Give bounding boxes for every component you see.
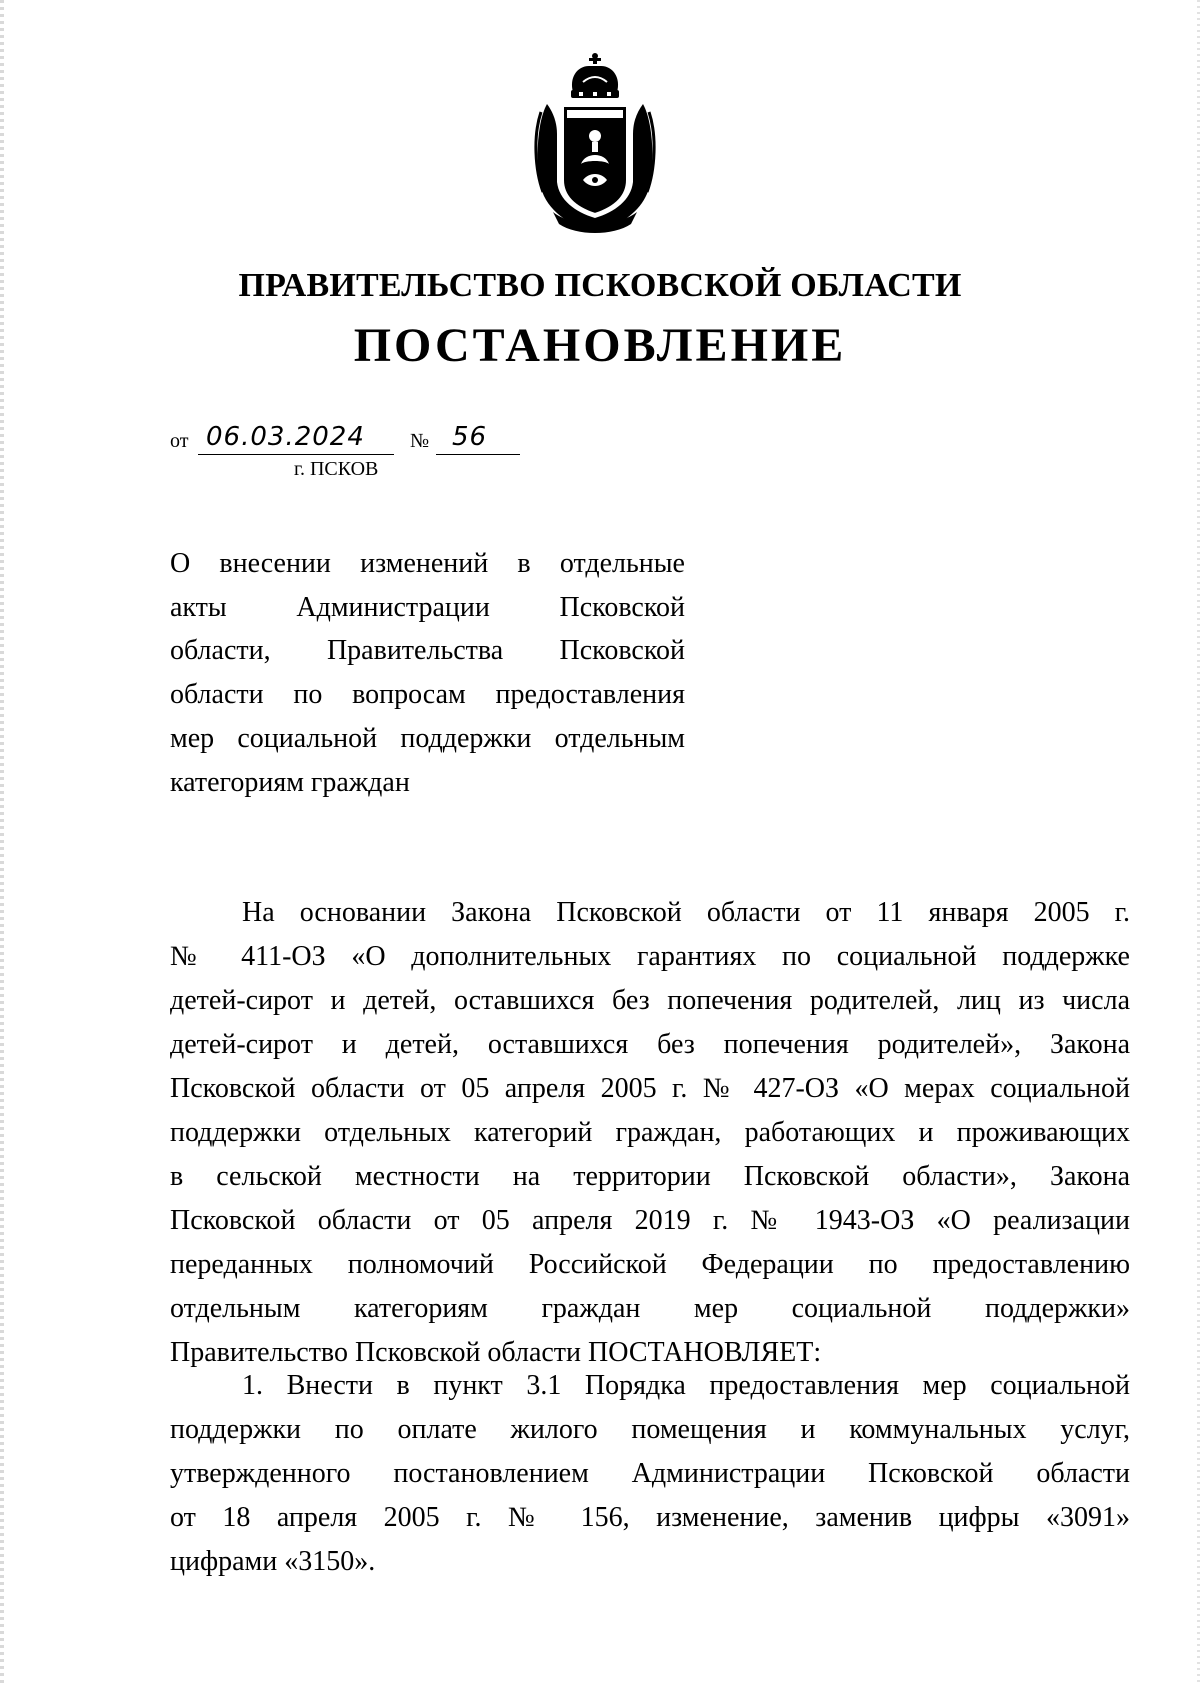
preamble-line: Правительство Псковской области ПОСТАНОВЛЯЕТ:: [170, 1337, 822, 1368]
preamble-line: в сельской местности на территории Псковской области», Закона: [170, 1161, 1130, 1192]
preamble-line: Псковской области от 05 апреля 2019 г. № 1943-ОЗ «О реализации: [170, 1205, 1130, 1236]
subject-line: области, Правительства Псковской: [170, 635, 685, 667]
preamble-line: отдельным категориям граждан мер социальной поддержки»: [170, 1293, 1130, 1324]
document-subject: [170, 542, 685, 804]
preamble-line: Псковской области от 05 апреля 2005 г. № 427-ОЗ «О мерах социальной: [170, 1073, 1130, 1104]
scan-edge-left: [0, 0, 4, 1686]
preamble-line: детей-сирот и детей, оставшихся без попечения родителей», Закона: [170, 1029, 1130, 1060]
date-value: 06.03.2024: [206, 422, 365, 452]
number-underline: [436, 454, 520, 455]
city: г. ПСКОВ: [294, 458, 379, 480]
coat-of-arms-icon: [533, 52, 657, 234]
government-name: ПРАВИТЕЛЬСТВО ПСКОВСКОЙ ОБЛАСТИ: [238, 267, 962, 304]
item-1-line: поддержки по оплате жилого помещения и коммунальных услуг,: [170, 1414, 1130, 1445]
item-1-line: 1. Внести в пункт 3.1 Порядка предоставления мер социальной: [242, 1370, 1130, 1401]
item-1-line: от 18 апреля 2005 г. № 156, изменение, заменив цифры «3091»: [170, 1502, 1130, 1533]
number-prefix: №: [410, 430, 430, 452]
subject-line: области по вопросам предоставления: [170, 679, 685, 711]
date-underline: [198, 454, 394, 455]
subject-line: О внесении изменений в отдельные: [170, 548, 685, 579]
subject-line: акты Администрации Псковской: [170, 591, 685, 623]
preamble-line: № 411-ОЗ «О дополнительных гарантиях по социальной поддержке: [170, 941, 1130, 972]
preamble-paragraph: [170, 891, 1130, 1375]
item-1-paragraph: [170, 1364, 1130, 1584]
date-prefix: от: [170, 430, 189, 452]
document-type-title: ПОСТАНОВЛЕНИЕ: [353, 319, 847, 372]
subject-line: категориям граждан: [170, 766, 410, 798]
item-1-line: цифрами «3150».: [170, 1546, 376, 1577]
preamble-line: На основании Закона Псковской области от 11 января 2005 г.: [242, 897, 1130, 928]
preamble-line: переданных полномочий Российской Федерации по предоставлению: [170, 1249, 1130, 1280]
number-value: 56: [452, 422, 488, 452]
item-1-line: утвержденного постановлением Администрации Псковской области: [170, 1458, 1130, 1489]
preamble-line: детей-сирот и детей, оставшихся без попечения родителей, лиц из числа: [170, 985, 1130, 1016]
subject-line: мер социальной поддержки отдельным: [170, 722, 685, 754]
preamble-line: поддержки отдельных категорий граждан, работающих и проживающих: [170, 1117, 1130, 1148]
